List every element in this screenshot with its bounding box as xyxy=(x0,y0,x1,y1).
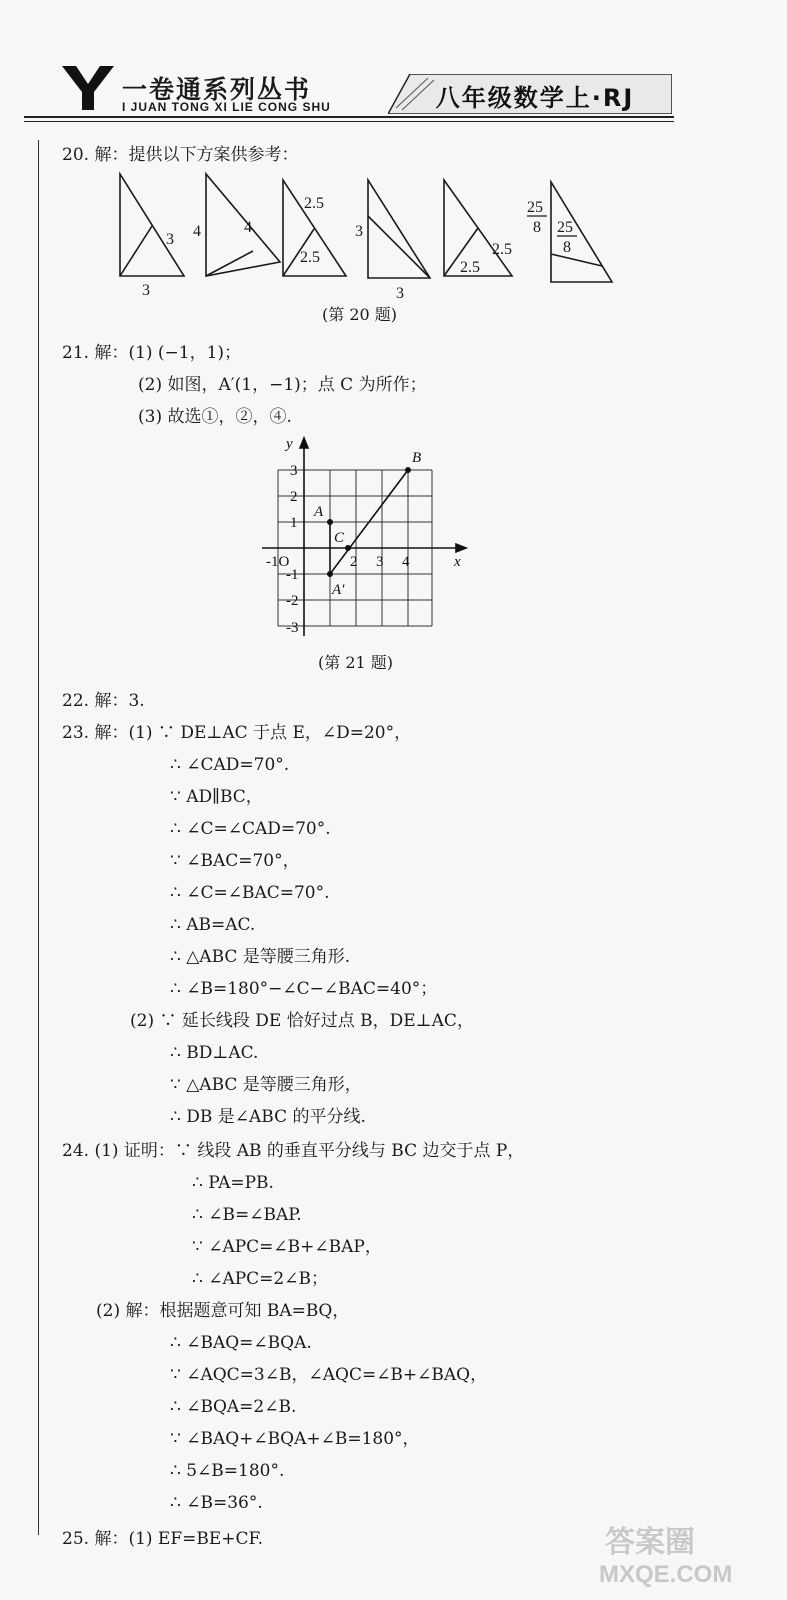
q20-t4-base-label: 3 xyxy=(396,285,404,298)
y-axis-label: y xyxy=(286,436,293,452)
header-rule-thin xyxy=(24,121,674,122)
q23-line-9: ∴ ∠B=180°−∠C−∠BAC=40°； xyxy=(170,979,438,999)
label-b: B xyxy=(412,450,422,466)
point-a xyxy=(327,519,333,525)
q20-t3-top-label: 2.5 xyxy=(304,195,324,212)
q23-line-5: ∵ ∠BAC=70°， xyxy=(170,851,300,871)
y-tick-3: 3 xyxy=(290,463,298,479)
y-tick-1: 1 xyxy=(290,515,298,531)
y-tick-neg1: -1 xyxy=(286,567,299,583)
series-pinyin: I JUAN TONG XI LIE CONG SHU xyxy=(122,100,331,114)
q23-line-7: ∴ AB=AC. xyxy=(170,915,256,935)
header-rule xyxy=(24,116,674,118)
q21-line-3: (3) 故选①，②，④. xyxy=(138,407,292,427)
q20-caption: (第 20 题) xyxy=(322,305,398,324)
q23-line-11: ∴ BD⊥AC. xyxy=(170,1043,259,1063)
q20-t6-frac-outer-den: 8 xyxy=(533,219,541,236)
label-c: C xyxy=(334,530,345,546)
q24-line-9: ∴ ∠BQA=2∠B. xyxy=(170,1397,297,1417)
q21-caption: (第 21 题) xyxy=(318,653,394,672)
x-tick-2: 2 xyxy=(350,554,358,570)
y-tick-2: 2 xyxy=(290,489,298,505)
q23-line-12: ∵ △ABC 是等腰三角形， xyxy=(170,1075,362,1095)
q23-line-13: ∴ DB 是∠ABC 的平分线. xyxy=(170,1107,366,1127)
q20-t6-frac-inner-den: 8 xyxy=(563,239,571,256)
q23-line-6: ∴ ∠C=∠BAC=70°. xyxy=(170,883,330,903)
series-title: 一卷通系列丛书 xyxy=(122,75,312,104)
q20-t6-frac-inner-num: 25 xyxy=(557,219,573,236)
y-tick-neg3: -3 xyxy=(286,620,299,636)
q21-line-1: 21. 解：(1) (−1，1)； xyxy=(62,343,242,363)
q20-t2-right-label: 4 xyxy=(244,219,252,236)
q20-t1-side-label: 3 xyxy=(166,231,174,248)
q24-line-4: ∵ ∠APC=∠B+∠BAP， xyxy=(192,1237,382,1257)
y-tick-neg2: -2 xyxy=(286,593,299,609)
q20-t6-frac-outer-num: 25 xyxy=(527,199,543,216)
x-tick-4: 4 xyxy=(402,554,410,570)
q24-line-1: 24. (1) 证明：∵ 线段 AB 的垂直平分线与 BC 边交于点 P， xyxy=(62,1141,525,1161)
point-a-prime xyxy=(327,571,333,577)
x-tick-3: 3 xyxy=(376,554,384,570)
q21-line-2: (2) 如图，A′(1，−1)；点 C 为所作； xyxy=(138,375,427,395)
watermark-top: 答案圈 xyxy=(605,1525,695,1560)
q23-line-10: (2) ∵ 延长线段 DE 恰好过点 B，DE⊥AC， xyxy=(130,1011,474,1031)
point-b xyxy=(405,467,411,473)
q23-line-4: ∴ ∠C=∠CAD=70°. xyxy=(170,819,331,839)
q24-line-12: ∴ ∠B=36°. xyxy=(170,1493,263,1513)
q20-t2-left-label: 4 xyxy=(193,223,201,240)
q24-line-7: ∴ ∠BAQ=∠BQA. xyxy=(170,1333,312,1353)
site-watermark xyxy=(591,1518,781,1588)
q24-line-2: ∴ PA=PB. xyxy=(192,1173,274,1193)
q20-figure xyxy=(100,166,640,298)
q24-line-6: (2) 解：根据题意可知 BA=BQ， xyxy=(96,1301,350,1321)
q20-t5-right-label: 2.5 xyxy=(492,241,512,258)
q21-graph xyxy=(256,436,476,646)
q20-intro: 20. 解：提供以下方案供参考： xyxy=(62,145,299,165)
q23-line-2: ∴ ∠CAD=70°. xyxy=(170,755,290,775)
series-logo xyxy=(62,66,114,110)
q24-line-10: ∵ ∠BAQ+∠BQA+∠B=180°， xyxy=(170,1429,420,1449)
q23-line-1: 23. 解：(1) ∵ DE⊥AC 于点 E，∠D=20°， xyxy=(62,723,412,743)
q20-t1-base-label: 3 xyxy=(142,282,150,298)
q24-line-3: ∴ ∠B=∠BAP. xyxy=(192,1205,302,1225)
grade-banner-text: 八年级数学上·RJ xyxy=(435,84,635,112)
x-axis-label: x xyxy=(454,554,461,570)
point-c xyxy=(345,545,351,551)
q20-t3-mid-label: 2.5 xyxy=(300,249,320,266)
q23-line-3: ∵ AD∥BC， xyxy=(170,787,263,807)
q24-line-5: ∴ ∠APC=2∠B； xyxy=(192,1269,328,1289)
label-a-prime: A′ xyxy=(332,582,345,598)
q20-t4-left-label: 3 xyxy=(355,223,363,240)
q25-line: 25. 解：(1) EF=BE+CF. xyxy=(62,1529,264,1549)
q24-line-11: ∴ 5∠B=180°. xyxy=(170,1461,285,1481)
q23-line-8: ∴ △ABC 是等腰三角形. xyxy=(170,947,351,967)
q22-line: 22. 解：3. xyxy=(62,691,145,711)
label-a: A xyxy=(314,504,324,520)
margin-line xyxy=(38,140,39,1535)
origin-label: -1O xyxy=(266,554,290,570)
q20-t5-inner-label: 2.5 xyxy=(460,259,480,276)
q24-line-8: ∵ ∠AQC=3∠B，∠AQC=∠B+∠BAQ， xyxy=(170,1365,488,1385)
watermark-bottom: MXQE.COM xyxy=(599,1561,733,1588)
